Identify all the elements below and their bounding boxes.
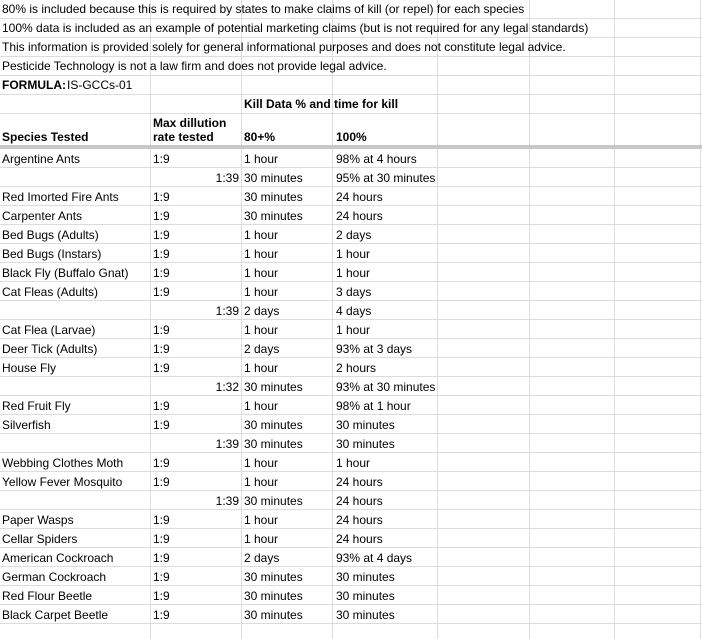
species-cell: Cat Fleas (Adults) — [2, 285, 99, 299]
kill100-cell: 2 hours — [336, 361, 377, 375]
gridline — [0, 509, 702, 510]
kill80-cell: 1 hour — [244, 285, 279, 299]
kill80-cell: 2 days — [244, 342, 280, 356]
kill80-cell: 1 hour — [244, 399, 279, 413]
kill100-cell: 98% at 4 hours — [336, 152, 417, 166]
species-cell: Webbing Clothes Moth — [2, 456, 124, 470]
species-cell: Yellow Fever Mosquito — [2, 475, 123, 489]
kill100-cell: 30 minutes — [336, 589, 395, 603]
kill80-cell: 1 hour — [244, 247, 279, 261]
gridline — [0, 281, 702, 282]
gridline — [0, 113, 702, 114]
kill80-cell: 30 minutes — [244, 570, 303, 584]
dilution-cell: 1:9 — [153, 532, 170, 546]
gridline — [0, 357, 702, 358]
species-cell: Silverfish — [2, 418, 51, 432]
dilution-cell: 1:39 — [215, 437, 239, 451]
kill80-cell: 30 minutes — [244, 380, 303, 394]
kill80-cell: 1 hour — [244, 475, 279, 489]
species-cell: Red Imorted Fire Ants — [2, 190, 119, 204]
kill100-cell: 24 hours — [336, 190, 383, 204]
kill100-cell: 1 hour — [336, 266, 371, 280]
dilution-header-line1: Max dillution — [153, 116, 227, 130]
kill100-cell: 98% at 1 hour — [336, 399, 411, 413]
kill100-cell: 24 hours — [336, 513, 383, 527]
kill80-cell: 30 minutes — [244, 418, 303, 432]
gridline — [0, 243, 702, 244]
formula-value: IS-GCCs-01 — [67, 78, 133, 92]
species-cell: Paper Wasps — [2, 513, 74, 527]
kill100-cell: 30 minutes — [336, 608, 395, 622]
species-cell: Cat Flea (Larvae) — [2, 323, 96, 337]
species-cell: House Fly — [2, 361, 57, 375]
kill80-cell: 30 minutes — [244, 209, 303, 223]
kill80-cell: 1 hour — [244, 323, 279, 337]
kill80-cell: 2 days — [244, 304, 280, 318]
gridline — [0, 452, 702, 453]
kill100-cell: 30 minutes — [336, 570, 395, 584]
dilution-cell: 1:9 — [153, 152, 170, 166]
gridline — [0, 205, 702, 206]
dilution-cell: 1:9 — [153, 456, 170, 470]
gridline — [0, 414, 702, 415]
species-cell: Bed Bugs (Adults) — [2, 228, 99, 242]
gridline — [0, 585, 702, 586]
kill80-cell: 1 hour — [244, 266, 279, 280]
kill100-cell: 95% at 30 minutes — [336, 171, 436, 185]
gridline — [0, 528, 702, 529]
gridline — [0, 18, 702, 19]
gridline — [0, 433, 702, 434]
kill100-cell: 30 minutes — [336, 437, 395, 451]
kill80-cell: 1 hour — [244, 152, 279, 166]
gridline — [0, 186, 702, 187]
dilution-cell: 1:9 — [153, 342, 170, 356]
kill80-cell: 1 hour — [244, 228, 279, 242]
dilution-cell: 1:9 — [153, 323, 170, 337]
species-cell: Red Fruit Fly — [2, 399, 71, 413]
species-cell: Red Flour Beetle — [2, 589, 93, 603]
dilution-cell: 1:9 — [153, 247, 170, 261]
dilution-cell: 1:9 — [153, 399, 170, 413]
gridline — [0, 94, 702, 95]
species-cell: Carpenter Ants — [2, 209, 83, 223]
dilution-cell: 1:9 — [153, 570, 170, 584]
dilution-cell: 1:9 — [153, 190, 170, 204]
kill80-cell: 1 hour — [244, 532, 279, 546]
dilution-cell: 1:9 — [153, 418, 170, 432]
kill-data-header: Kill Data % and time for kill — [244, 97, 399, 111]
kill100-cell: 3 days — [336, 285, 372, 299]
gridline — [0, 471, 702, 472]
gridline — [0, 300, 702, 301]
kill100-cell: 4 days — [336, 304, 372, 318]
dilution-cell: 1:9 — [153, 209, 170, 223]
species-header: Species Tested — [2, 130, 89, 144]
kill100-cell: 93% at 4 days — [336, 551, 413, 565]
dilution-cell: 1:39 — [215, 171, 239, 185]
kill80-cell: 30 minutes — [244, 171, 303, 185]
kill80-cell: 30 minutes — [244, 608, 303, 622]
note-line: 100% data is included as an example of potential marketing claims (but is not required for any legal standards) — [2, 21, 589, 35]
kill80-cell: 1 hour — [244, 513, 279, 527]
gridline — [0, 376, 702, 377]
dilution-cell: 1:39 — [215, 494, 239, 508]
gridline — [0, 319, 702, 320]
kill80-cell: 1 hour — [244, 456, 279, 470]
kill80-cell: 1 hour — [244, 361, 279, 375]
dilution-cell: 1:32 — [215, 380, 239, 394]
kill100-cell: 24 hours — [336, 209, 383, 223]
kill100-cell: 24 hours — [336, 494, 383, 508]
kill100-cell: 93% at 30 minutes — [336, 380, 436, 394]
kill100-cell: 1 hour — [336, 323, 371, 337]
gridline — [0, 167, 702, 168]
species-cell: Argentine Ants — [2, 152, 81, 166]
dilution-cell: 1:9 — [153, 589, 170, 603]
kill80-cell: 2 days — [244, 551, 280, 565]
gridline — [0, 338, 702, 339]
gridline — [0, 623, 702, 624]
gridline — [0, 37, 702, 38]
species-cell: Deer Tick (Adults) — [2, 342, 98, 356]
note-line: This information is provided solely for general informational purposes and does not constitute legal advice. — [2, 40, 566, 54]
header-divider — [0, 145, 702, 149]
kill80-cell: 30 minutes — [244, 190, 303, 204]
gridline — [0, 490, 702, 491]
note-line: Pesticide Technology is not a law firm and does not provide legal advice. — [2, 59, 387, 73]
kill100-cell: 2 days — [336, 228, 372, 242]
gridline — [0, 56, 702, 57]
dilution-cell: 1:9 — [153, 513, 170, 527]
dilution-cell: 1:9 — [153, 608, 170, 622]
formula-label: FORMULA: — [2, 78, 66, 92]
species-cell: Black Carpet Beetle — [2, 608, 109, 622]
note-line: 80% is included because this is required by states to make claims of kill (or repel) for each species — [2, 2, 525, 16]
dilution-cell: 1:9 — [153, 285, 170, 299]
dilution-header-line2: rate tested — [153, 130, 214, 144]
species-cell: Cellar Spiders — [2, 532, 78, 546]
species-cell: Black Fly (Buffalo Gnat) — [2, 266, 129, 280]
species-cell: American Cockroach — [2, 551, 114, 565]
kill100-cell: 24 hours — [336, 475, 383, 489]
gridline — [0, 262, 702, 263]
gridline — [0, 566, 702, 567]
kill100-cell: 1 hour — [336, 456, 371, 470]
species-cell: Bed Bugs (Instars) — [2, 247, 102, 261]
species-cell: German Cockroach — [2, 570, 107, 584]
kill100-cell: 93% at 3 days — [336, 342, 413, 356]
gridline — [0, 395, 702, 396]
dilution-cell: 1:9 — [153, 475, 170, 489]
gridline — [0, 604, 702, 605]
dilution-cell: 1:39 — [215, 304, 239, 318]
kill80-cell: 30 minutes — [244, 589, 303, 603]
kill80-cell: 30 minutes — [244, 494, 303, 508]
kill100-cell: 30 minutes — [336, 418, 395, 432]
dilution-cell: 1:9 — [153, 266, 170, 280]
kill100-cell: 24 hours — [336, 532, 383, 546]
dilution-cell: 1:9 — [153, 228, 170, 242]
kill80-cell: 30 minutes — [244, 437, 303, 451]
kill100-header: 100% — [336, 130, 367, 144]
kill100-cell: 1 hour — [336, 247, 371, 261]
gridline — [0, 75, 702, 76]
kill80-header: 80+% — [244, 130, 276, 144]
gridline — [0, 547, 702, 548]
dilution-cell: 1:9 — [153, 551, 170, 565]
gridline — [0, 224, 702, 225]
dilution-cell: 1:9 — [153, 361, 170, 375]
